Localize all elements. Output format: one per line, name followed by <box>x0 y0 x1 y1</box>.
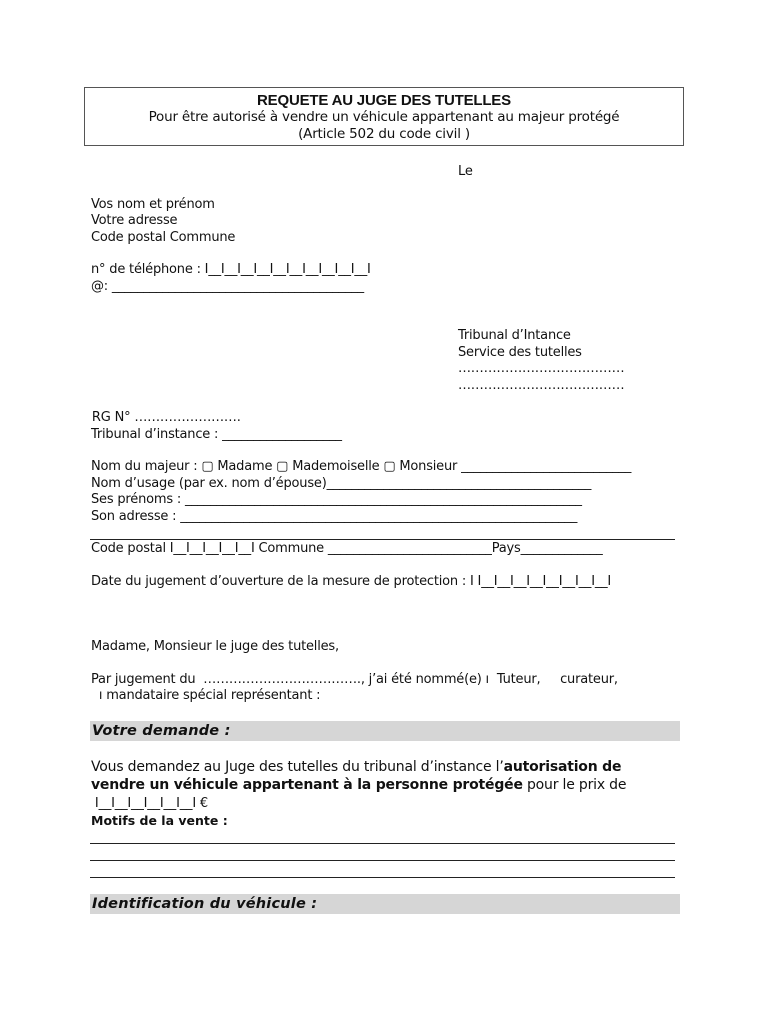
section-demande-title: Votre demande : <box>92 723 231 739</box>
motifs-line-3[interactable] <box>90 877 675 878</box>
rg-number-field[interactable]: RG N° ……………………. <box>88 410 241 425</box>
sender-email-field[interactable]: @: ________________________________________ <box>91 279 364 294</box>
sender-name: Vos nom et prénom <box>91 197 215 212</box>
demande-line-2 <box>91 777 626 793</box>
majeur-name-field[interactable]: Nom du majeur : ▢ Madame ▢ Mademoiselle ▢ Monsieur ___________________________ <box>91 459 632 474</box>
section-vehicule <box>90 894 680 914</box>
majeur-address-field[interactable]: Son adresse : _______________________________________________________________ <box>91 509 578 524</box>
majeur-usage-name-field[interactable]: Nom d’usage (par ex. nom d’épouse)__________________________________________ <box>91 476 592 491</box>
sender-phone-field[interactable]: n° de téléphone : I__I__I__I__I__I__I__I__I__I__I <box>91 262 371 277</box>
majeur-postal-field[interactable]: Code postal I__I__I__I__I__I Commune __________________________Pays_____________ <box>91 541 603 556</box>
majeur-firstnames-field[interactable]: Ses prénoms : _______________________________________________________________ <box>91 492 582 507</box>
section-demande <box>90 721 680 741</box>
document-subtitle: Pour être autorisé à vendre un véhicule appartenant au majeur protégé <box>148 109 620 125</box>
sender-postal: Code postal Commune <box>91 230 236 245</box>
sender-address: Votre adresse <box>91 213 178 228</box>
nomination-line-2[interactable]: ı mandataire spécial représentant : <box>91 688 321 703</box>
date-label: Le <box>458 164 473 179</box>
demande-text: Vous demandez au Juge des tutelles du tribunal d’instance l’ <box>91 759 504 775</box>
motifs-label: Motifs de la vente : <box>91 813 228 828</box>
recipient-tribunal: Tribunal d’Intance <box>458 328 571 343</box>
document-header <box>84 87 684 146</box>
demande-bold-2: vendre un véhicule appartenant à la personne protégée <box>91 777 523 793</box>
demande-price-text: pour le prix de <box>522 777 627 793</box>
motifs-line-2[interactable] <box>90 860 675 861</box>
price-field[interactable]: I__I__I__I__I__I__I € <box>91 796 208 811</box>
demande-bold-1: autorisation de <box>503 759 622 775</box>
recipient-dots-1[interactable]: ………………………………… <box>458 361 625 376</box>
tribunal-instance-field[interactable]: Tribunal d’instance : ___________________ <box>91 427 342 442</box>
document-article: (Article 502 du code civil ) <box>298 126 470 142</box>
recipient-dots-2[interactable]: ………………………………… <box>458 378 625 393</box>
jugement-date-field[interactable]: Date du jugement d’ouverture de la mesure de protection : I I__I__I__I__I__I__I__I__I <box>91 574 612 589</box>
document-title: REQUETE AU JUGE DES TUTELLES <box>257 92 511 109</box>
address-continuation-line[interactable] <box>90 539 675 540</box>
section-vehicule-title: Identification du véhicule : <box>92 896 318 912</box>
nomination-line[interactable]: Par jugement du ………………………………., j’ai été nommé(e) ı Tuteur, curateur, <box>91 672 618 687</box>
salutation: Madame, Monsieur le juge des tutelles, <box>91 639 339 654</box>
motifs-line-1[interactable] <box>90 843 675 844</box>
recipient-service: Service des tutelles <box>458 345 582 360</box>
demande-line-1 <box>91 759 621 775</box>
